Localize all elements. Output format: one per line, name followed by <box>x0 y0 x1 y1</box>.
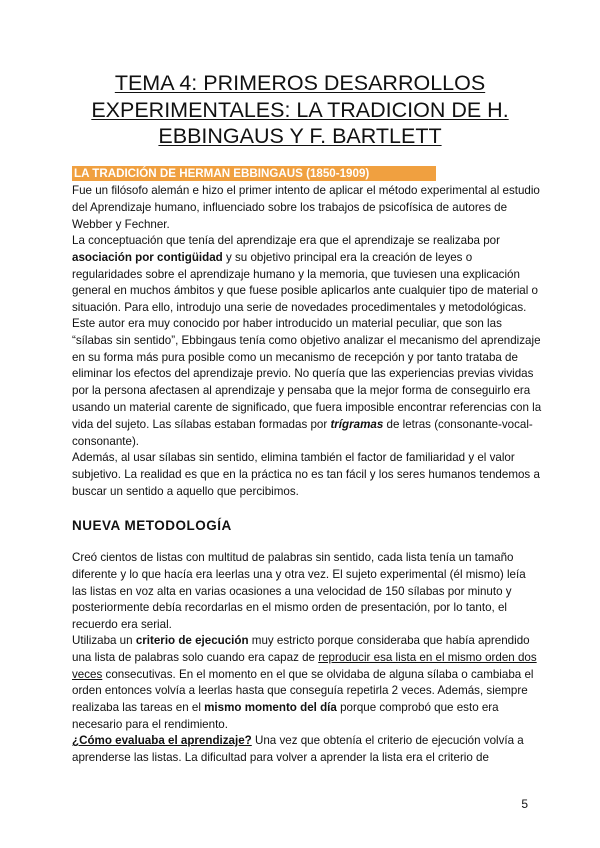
bold-term-criterio: criterio de ejecución <box>135 634 249 647</box>
bold-question-evaluacion: ¿Cómo evaluaba el aprendizaje? <box>72 734 252 747</box>
section-heading-metodologia: NUEVA METODOLOGÍA <box>72 518 232 533</box>
text-span: Utilizaba un <box>72 634 136 647</box>
underlined-phrase: reproducir esa lista en el mismo orden dos veces <box>72 650 537 681</box>
paragraph-evaluacion <box>72 733 542 767</box>
page-number: 5 <box>521 797 528 811</box>
text-span: de letras (consonante-vocal-consonante). <box>72 417 533 448</box>
bold-term-asociacion: asociación por contigüidad <box>72 250 223 264</box>
text-span: muy estricto porque consideraba que había aprendido una lista de palabras solo cuando era capaz de <box>72 634 530 664</box>
section-heading-ebbingaus: LA TRADICIÓN DE HERMAN EBBINGAUS (1850-1909) <box>74 167 370 180</box>
paragraph-intro: Fue un filósofo alemán e hizo el primer intento de aplicar el método experimental al estudio del Aprendizaje humano, influenciado sobre los trabajos de psicofísica de autores de Webber y Fechner. <box>72 184 540 231</box>
page-title: TEMA 4: PRIMEROS DESARROLLOS EXPERIMENTALES: LA TRADICION DE H. EBBINGAUS Y F. BARTLETT <box>91 71 509 148</box>
text-span: porque comprobó que esto era necesario para el rendimiento. <box>72 701 499 731</box>
paragraph-familiaridad: Además, al usar sílabas sin sentido, elimina también el factor de familiaridad y el valor subjetivo. La realidad es que en la práctica no es tan fácil y los seres humanos tendemos a buscar un sentido a aquello que percibimos. <box>72 451 540 498</box>
paragraph-silabas <box>72 316 542 450</box>
text-span: Este autor era muy conocido por haber introducido un material peculiar, que son las “sílabas sin sentido”, Ebbingaus tenía como objetivo analizar el mecanismo del aprendizaje en su forma más pura posible como un mecanismo de recepción y por tanto trataba de eliminar los efectos del aprendizaje previo. No quería que las experiencias previas vividas por la persona afectasen al aprendizaje y pensaba que la mejor forma de conseguirlo era usando un material carente de significado, que fuera imposible encontrar referencias con la vida del sujeto. Las sílabas estaban formadas por <box>72 317 542 431</box>
text-span: y su objetivo principal era la creación de leyes o regularidades sobre el aprendizaje humano y la memoria, que tuviesen una explicación general en muchos ámbitos y que fuese posible aplicarlos ante cualquier tipo de material o situación. Para ello, introdujo una serie de novedades procedimentales y metodológicas. <box>72 250 538 315</box>
text-span: La conceptuación que tenía del aprendizaje era que el aprendizaje se realizaba por <box>72 234 500 247</box>
text-span: consecutivas. En el momento en el que se olvidaba de alguna sílaba o cambiaba el orden entonces volvía a leerlas hasta que conseguía repetirla 2 veces. Además, siempre realizaba las tareas en el <box>72 667 534 715</box>
bold-term-trigramas: trígramas <box>330 417 384 431</box>
text-span: Una vez que obtenía el criterio de ejecución volvía a aprenderse las listas. La dificultad para volver a aprender la lista era el criterio de <box>72 734 524 764</box>
paragraph-conceptuation <box>72 233 542 317</box>
bold-term-momento: mismo momento del día <box>204 701 337 715</box>
paragraph-listas: Creó cientos de listas con multitud de palabras sin sentido, cada lista tenía un tamaño diferente y lo que hacía era leerlas una y otra vez. El sujeto experimental (él mismo) leía las listas en voz alta en varias ocasiones a una velocidad de 150 sílabas por minuto y posteriormente debía recordarlas en el mismo orden de presentación, por lo tanto, el recuerdo era serial. <box>72 551 526 632</box>
paragraph-criterio <box>72 633 542 734</box>
